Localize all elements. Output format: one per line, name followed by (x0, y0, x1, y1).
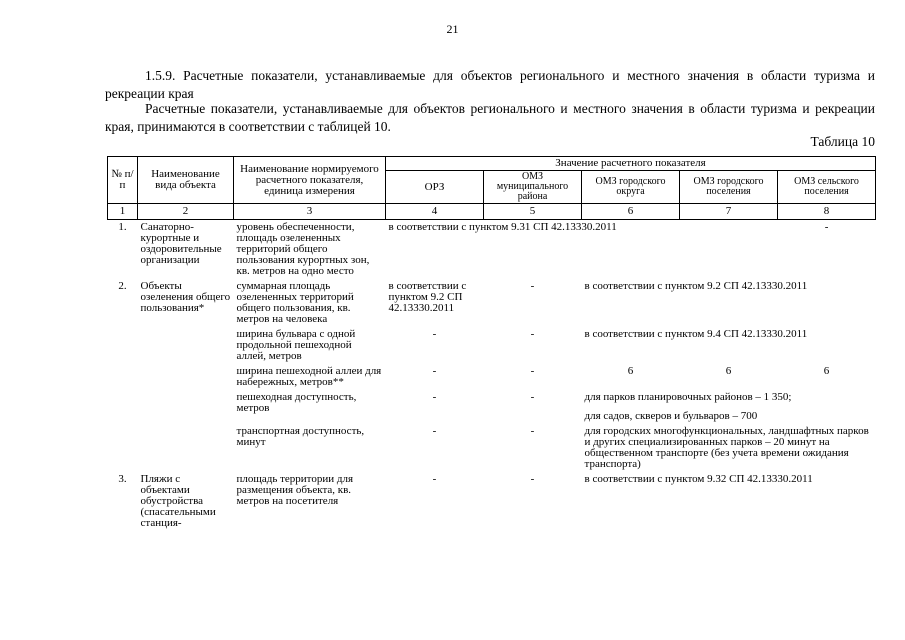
row-value-cities: в соответствии с пунктом 9.4 СП 42.13330.2011 (584, 328, 808, 340)
row-value: в соответствии с пунктом 9.31 СП 42.13330.2011 (388, 221, 617, 233)
row-value-municipal: - (530, 365, 535, 377)
row-value-municipal: - (530, 391, 535, 403)
row-indicator: ширина бульвара с одной продольной пешеходной аллей, метров (236, 328, 356, 362)
row-value-orz: - (432, 365, 437, 377)
column-number: 5 (484, 204, 582, 220)
header-omz-city-district: ОМЗ городского округа (582, 171, 680, 204)
row-value-orz: в соответствии с пунктом 9.2 СП 42.13330.2011 (388, 280, 467, 314)
row-indicator: ширина пешеходной аллеи для набережных, метров** (236, 365, 382, 388)
intro-paragraph: Расчетные показатели, устанавливаемые для объектов регионального и местного значения в области туризма и рекреации края, принимаются в соответствии с таблицей 10. (105, 101, 875, 134)
table-row (108, 220, 876, 280)
column-number: 7 (680, 204, 778, 220)
row-number: 1. (118, 221, 127, 233)
table-caption: Таблица 10 (810, 134, 875, 149)
column-number: 6 (582, 204, 680, 220)
row-indicator: транспортная доступность, минут (236, 425, 365, 448)
row-value-city-settlement: 6 (725, 365, 732, 377)
row-object: Объекты озеленения общего пользования* (140, 280, 231, 314)
row-value-municipal: - (530, 425, 535, 437)
header-indicator: Наименование нормируемого расчетного показателя, единица измерения (234, 157, 386, 204)
row-value-municipal: - (530, 328, 535, 340)
row-value-municipal: - (530, 473, 535, 485)
row-value-cities: в соответствии с пунктом 9.2 СП 42.13330.2011 (584, 280, 808, 292)
row-value-orz: - (432, 328, 437, 340)
row-value-orz: - (432, 473, 437, 485)
indicators-table (107, 156, 876, 531)
header-object: Наименование вида объекта (138, 157, 234, 204)
table-row (108, 472, 876, 531)
header-num: № п/п (108, 157, 138, 204)
row-value-gardens: для садов, скверов и бульваров – 700 (584, 410, 758, 422)
section-heading: 1.5.9. Расчетные показатели, устанавливаемые для объектов регионального и местного значения в области туризма и рекреации края (105, 68, 875, 101)
row-value-orz: - (432, 425, 437, 437)
column-number: 8 (778, 204, 876, 220)
row-indicator: пешеходная доступность, метров (236, 391, 357, 414)
row-indicator: площадь территории для размещения объекта, кв. метров на посетителя (236, 473, 353, 507)
row-value-city-district: 6 (627, 365, 634, 377)
row-value-rural: - (824, 221, 829, 233)
row-object: Пляжи с объектами обустройства (спасательными станция- (140, 473, 216, 529)
row-number: 2. (118, 280, 127, 292)
header-omz-municipal: ОМЗ муниципального района (484, 171, 582, 204)
row-value-cities (582, 390, 876, 424)
row-value-orz: - (432, 391, 437, 403)
row-value-municipal: - (530, 280, 535, 292)
header-value-group: Значение расчетного показателя (386, 157, 876, 171)
row-number: 3. (118, 473, 127, 485)
row-object: Санаторно-курортные и оздоровительные организации (140, 221, 222, 266)
header-orz: ОРЗ (386, 171, 484, 204)
row-indicator: суммарная площадь озелененных территорий общего пользования, кв. метров на человека (236, 280, 354, 325)
header-omz-rural-settlement: ОМЗ сельского поселения (778, 171, 876, 204)
column-number: 2 (138, 204, 234, 220)
row-value-rural: 6 (823, 365, 830, 377)
page-number: 21 (446, 22, 459, 36)
row-value-cities: в соответствии с пунктом 9.32 СП 42.13330.2011 (584, 473, 813, 485)
column-number: 1 (108, 204, 138, 220)
column-number: 4 (386, 204, 484, 220)
row-value-parks: для парков планировочных районов – 1 350; (584, 391, 792, 403)
row-value-cities: для городских многофункциональных, ландшафтных парков и других специализированных парков – 20 минут на общественном транспорте (без учета времени ожидания транспорта) (584, 425, 869, 470)
header-omz-city-settlement: ОМЗ городского поселения (680, 171, 778, 204)
column-number: 3 (234, 204, 386, 220)
row-indicator: уровень обеспеченности, площадь озелененных территорий общего пользования курортных зон, кв. метров на одно место (236, 221, 370, 277)
table-row (108, 279, 876, 327)
